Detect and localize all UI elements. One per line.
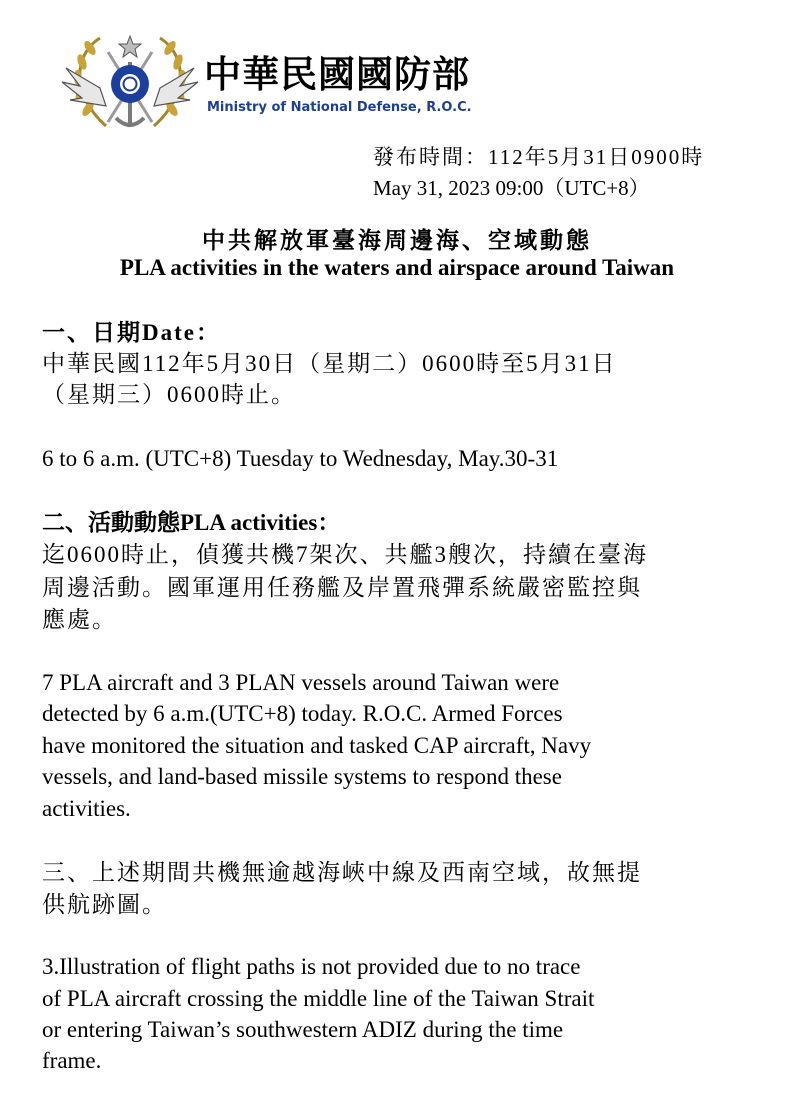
section1-heading: 一、日期Date： [42,320,221,345]
mnd-emblem-icon [60,22,200,140]
release-time [373,142,704,204]
org-name-en: Ministry of National Defense, R.O.C. [207,100,472,115]
section2-en-line-2: detected by 6 a.m.(UTC+8) today. R.O.C. Armed Forces [42,701,563,726]
section3-en-line-3: or entering Taiwan’s southwestern ADIZ during the time [42,1017,564,1042]
section2-en-line-4: vessels, and land-based missile systems to respond these [42,764,562,789]
section3-zh-line-2: 供航跡圖。 [42,892,167,917]
page-title-en: PLA activities in the waters and airspace around Taiwan [119,255,675,280]
section2-en-line-1: 7 PLA aircraft and 3 PLAN vessels around Taiwan were [42,670,560,695]
section3-en-line-2: of PLA aircraft crossing the middle line of the Taiwan Strait [42,986,595,1011]
section2-en-line-3: have monitored the situation and tasked CAP aircraft, Navy [42,733,592,758]
section1-en: 6 to 6 a.m. (UTC+8) Tuesday to Wednesday, May.30-31 [42,446,559,471]
org-name-zh: 中華民國國防部 [204,53,470,96]
section1-zh-line-2: （星期三）0600時止。 [42,382,296,407]
section2-heading: 二、活動動態PLA activities： [42,510,341,535]
section2-zh-line-3: 應處。 [42,607,117,632]
section2-zh-line-2: 周邊活動。國軍運用任務艦及岸置飛彈系統嚴密監控與 [42,575,642,600]
section3-en-line-1: 3.Illustration of flight paths is not provided due to no trace [42,954,581,979]
page-title-zh: 中共解放軍臺海周邊海、空域動態 [202,228,592,253]
release-time-en: May 31, 2023 09:00（UTC+8） [373,176,650,200]
release-time-zh: 發布時間：112年5月31日0900時 [373,145,705,169]
section3-zh-line-1: 三、上述期間共機無逾越海峽中線及西南空域，故無提 [42,860,642,885]
section3-en-line-4: frame. [42,1048,102,1073]
section2-zh-line-1: 迄0600時止，偵獲共機7架次、共艦3艘次，持續在臺海 [42,542,648,567]
section2-en-line-5: activities. [42,796,131,821]
section1-zh-line-1: 中華民國112年5月30日（星期二）0600時至5月31日 [42,351,617,376]
